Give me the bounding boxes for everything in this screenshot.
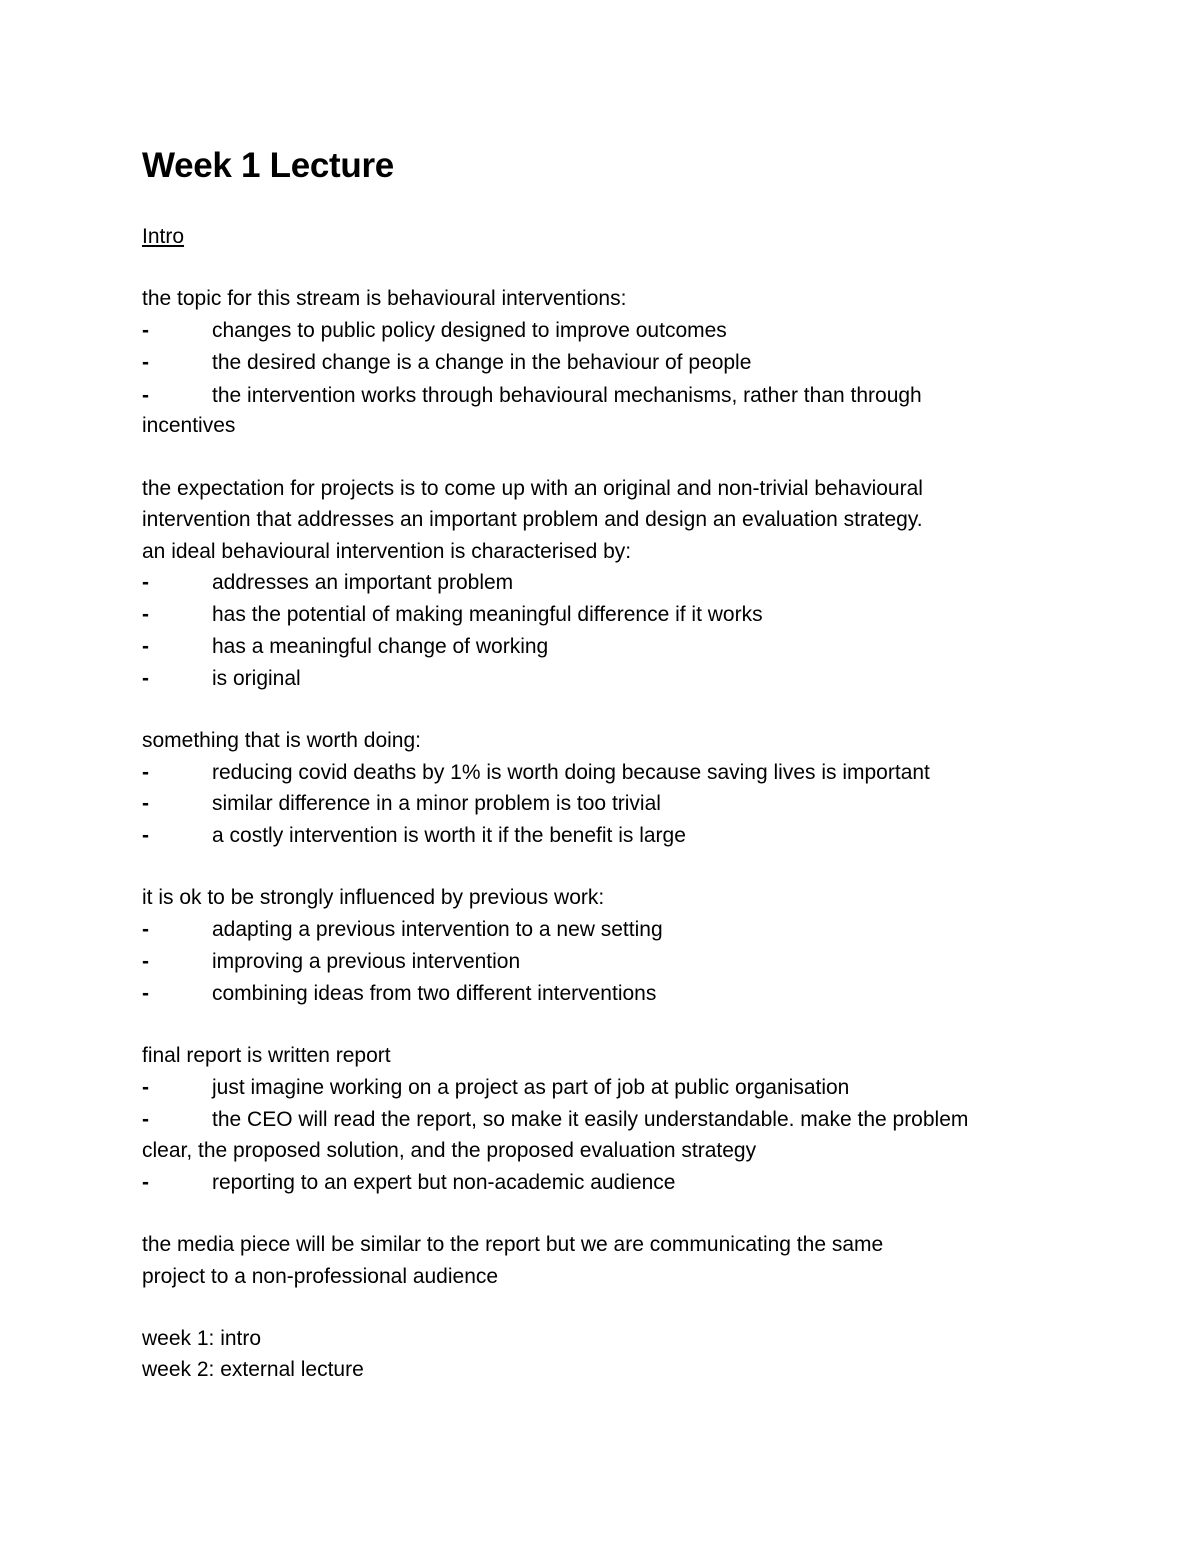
list-item-continuation: incentives <box>142 414 236 437</box>
list-item-text: combining ideas from two different interventions <box>212 982 657 1005</box>
list-item-text: similar difference in a minor problem is too trivial <box>212 792 661 815</box>
list-item-text: reporting to an expert but non-academic audience <box>212 1171 676 1194</box>
bullet-dash: - <box>142 351 149 374</box>
list-item-text: the intervention works through behavioural mechanisms, rather than through <box>212 384 922 407</box>
bullet-dash: - <box>142 603 149 626</box>
bullet-dash: - <box>142 982 149 1005</box>
list-item-text: a costly intervention is worth it if the benefit is large <box>212 824 686 847</box>
list-item-text: is original <box>212 667 301 690</box>
bullet-dash: - <box>142 1171 149 1194</box>
paragraph-topic: the topic for this stream is behavioural interventions: <box>142 287 627 310</box>
schedule-item: week 2: external lecture <box>142 1358 364 1381</box>
list-item-text: adapting a previous intervention to a new setting <box>212 918 663 941</box>
list-item-text: changes to public policy designed to improve outcomes <box>212 319 727 342</box>
list-item-text: the desired change is a change in the behaviour of people <box>212 351 752 374</box>
paragraph-expectation-line: intervention that addresses an important problem and design an evaluation strategy. <box>142 508 923 531</box>
list-item-text: just imagine working on a project as part of job at public organisation <box>212 1076 850 1099</box>
schedule-item: week 1: intro <box>142 1327 262 1350</box>
paragraph-influence: it is ok to be strongly influenced by previous work: <box>142 886 605 909</box>
bullet-dash: - <box>142 1076 149 1099</box>
bullet-dash: - <box>142 918 149 941</box>
document-title: Week 1 Lecture <box>142 146 394 185</box>
paragraph-ideal: an ideal behavioural intervention is characterised by: <box>142 540 632 563</box>
bullet-dash: - <box>142 824 149 847</box>
bullet-dash: - <box>142 950 149 973</box>
paragraph-media-line: project to a non-professional audience <box>142 1265 499 1288</box>
bullet-dash: - <box>142 761 149 784</box>
bullet-dash: - <box>142 635 149 658</box>
paragraph-report: final report is written report <box>142 1044 391 1067</box>
bullet-dash: - <box>142 319 149 342</box>
list-item-text: addresses an important problem <box>212 571 514 594</box>
bullet-dash: - <box>142 792 149 815</box>
paragraph-worth: something that is worth doing: <box>142 729 421 752</box>
list-item-text: improving a previous intervention <box>212 950 521 973</box>
bullet-dash: - <box>142 1108 149 1131</box>
paragraph-media-line: the media piece will be similar to the report but we are communicating the same <box>142 1233 884 1256</box>
list-item-text: reducing covid deaths by 1% is worth doing because saving lives is important <box>212 761 930 784</box>
bullet-dash: - <box>142 571 149 594</box>
paragraph-expectation-line: the expectation for projects is to come up with an original and non-trivial behavioural <box>142 477 923 500</box>
bullet-dash: - <box>142 667 149 690</box>
list-item-continuation: clear, the proposed solution, and the proposed evaluation strategy <box>142 1139 757 1162</box>
list-item-text: has a meaningful change of working <box>212 635 549 658</box>
section-heading-intro: Intro <box>142 225 185 248</box>
bullet-dash: - <box>142 384 149 407</box>
list-item-text: has the potential of making meaningful difference if it works <box>212 603 763 626</box>
list-item-text: the CEO will read the report, so make it easily understandable. make the problem <box>212 1108 969 1131</box>
